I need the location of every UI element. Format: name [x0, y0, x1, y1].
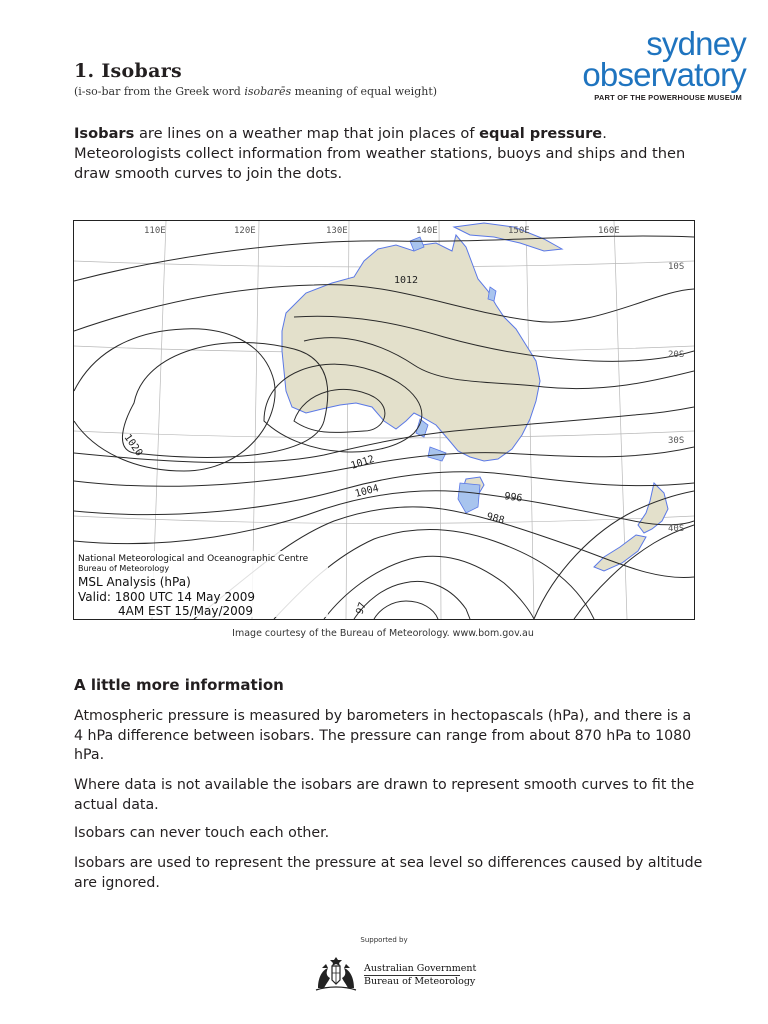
latitude-label: 30S	[668, 436, 685, 446]
info-paragraph-pressure: Atmospheric pressure is measured by barometers in hectopascals (hPa), and there is a 4 hPa difference between isobars. The pressure can range from about 870 hPa to 1080 hPa.	[74, 708, 692, 763]
isobar-value-label: 1012	[394, 275, 419, 286]
info-centre-name: National Meteorological and Oceanographic Centre	[78, 554, 309, 564]
intro-text-1: are lines on a weather map that join places of	[134, 125, 480, 142]
intro-bold-isobars: Isobars	[74, 125, 135, 142]
coat-of-arms-icon-svg	[312, 954, 360, 994]
coastal-water-east	[488, 287, 496, 301]
isobar-value-label: 988	[485, 511, 506, 527]
section-heading: A little more information	[74, 676, 284, 694]
longitude-label: 150E	[508, 226, 530, 236]
sydney-observatory-logo	[556, 25, 746, 102]
isobar-value-label: 1020	[121, 432, 145, 459]
intro-bold-equal-pressure: equal pressure	[479, 125, 603, 142]
subtitle-pre: (i-so-bar from the Greek word	[74, 85, 245, 98]
info-bureau-name: Bureau of Meteorology	[78, 564, 170, 573]
bureau-of-meteorology-label: Bureau of Meteorology	[364, 976, 476, 987]
isobar-map-svg	[74, 221, 694, 619]
isobar-line	[354, 581, 470, 619]
map-caption: Image courtesy of the Bureau of Meteorology. www.bom.gov.au	[232, 628, 534, 639]
longitude-label: 130E	[326, 226, 348, 236]
longitude-label: 110E	[144, 226, 166, 236]
info-analysis-type: MSL Analysis (hPa)	[78, 575, 191, 589]
intro-text-3: Meteorologists collect information from weather stations, buoys and ships and then draw smooth curves to join the dots.	[74, 145, 686, 182]
latitude-label: 40S	[668, 524, 685, 534]
map-info-box	[76, 551, 328, 618]
logo-line-observatory: observatory	[582, 56, 746, 93]
info-valid-est: 4AM EST 15/May/2009	[118, 604, 254, 618]
page-title: 1. Isobars	[74, 60, 183, 82]
isobar-value-label: 97	[354, 600, 369, 617]
logo-line-sydney: sydney	[646, 25, 746, 62]
weather-map	[73, 220, 695, 620]
intro-paragraph	[74, 124, 714, 184]
subtitle-greek-word: isobarēs	[244, 85, 292, 98]
longitude-label: 160E	[598, 226, 620, 236]
isobar-value-label: 996	[503, 491, 524, 505]
intro-text-2: .	[602, 125, 607, 142]
longitude-label: 120E	[234, 226, 256, 236]
supported-by-label: Supported by	[360, 936, 408, 944]
government-divider	[364, 975, 460, 976]
latitude-label: 20S	[668, 350, 685, 360]
longitude-label: 140E	[416, 226, 438, 236]
info-paragraph-never-touch: Isobars can never touch each other.	[74, 825, 330, 841]
australian-government-label: Australian Government	[364, 963, 477, 974]
subtitle-post: meaning of equal weight)	[291, 85, 438, 98]
coat-of-arms-icon	[312, 954, 360, 998]
info-paragraph-sea-level: Isobars are used to represent the pressure at sea level so differences caused by altitude are ignored.	[74, 855, 703, 891]
isobar-line	[74, 447, 694, 486]
info-valid-utc: Valid: 1800 UTC 14 May 2009	[78, 590, 255, 604]
logo-line-powerhouse: PART OF THE POWERHOUSE MUSEUM	[594, 93, 742, 102]
new-zealand-north-island	[638, 483, 668, 533]
isobar-value-label: 1012	[349, 453, 376, 472]
tasmania-water	[458, 483, 480, 513]
info-paragraph-smooth-curves: Where data is not available the isobars are drawn to represent smooth curves to fit the actual data.	[74, 777, 695, 813]
isobar-line	[74, 329, 275, 471]
isobar-value-label: 1004	[353, 483, 381, 500]
isobar-line	[374, 601, 438, 619]
isobar-line	[74, 472, 694, 515]
page-subtitle	[74, 85, 437, 98]
latitude-label: 10S	[668, 262, 685, 272]
